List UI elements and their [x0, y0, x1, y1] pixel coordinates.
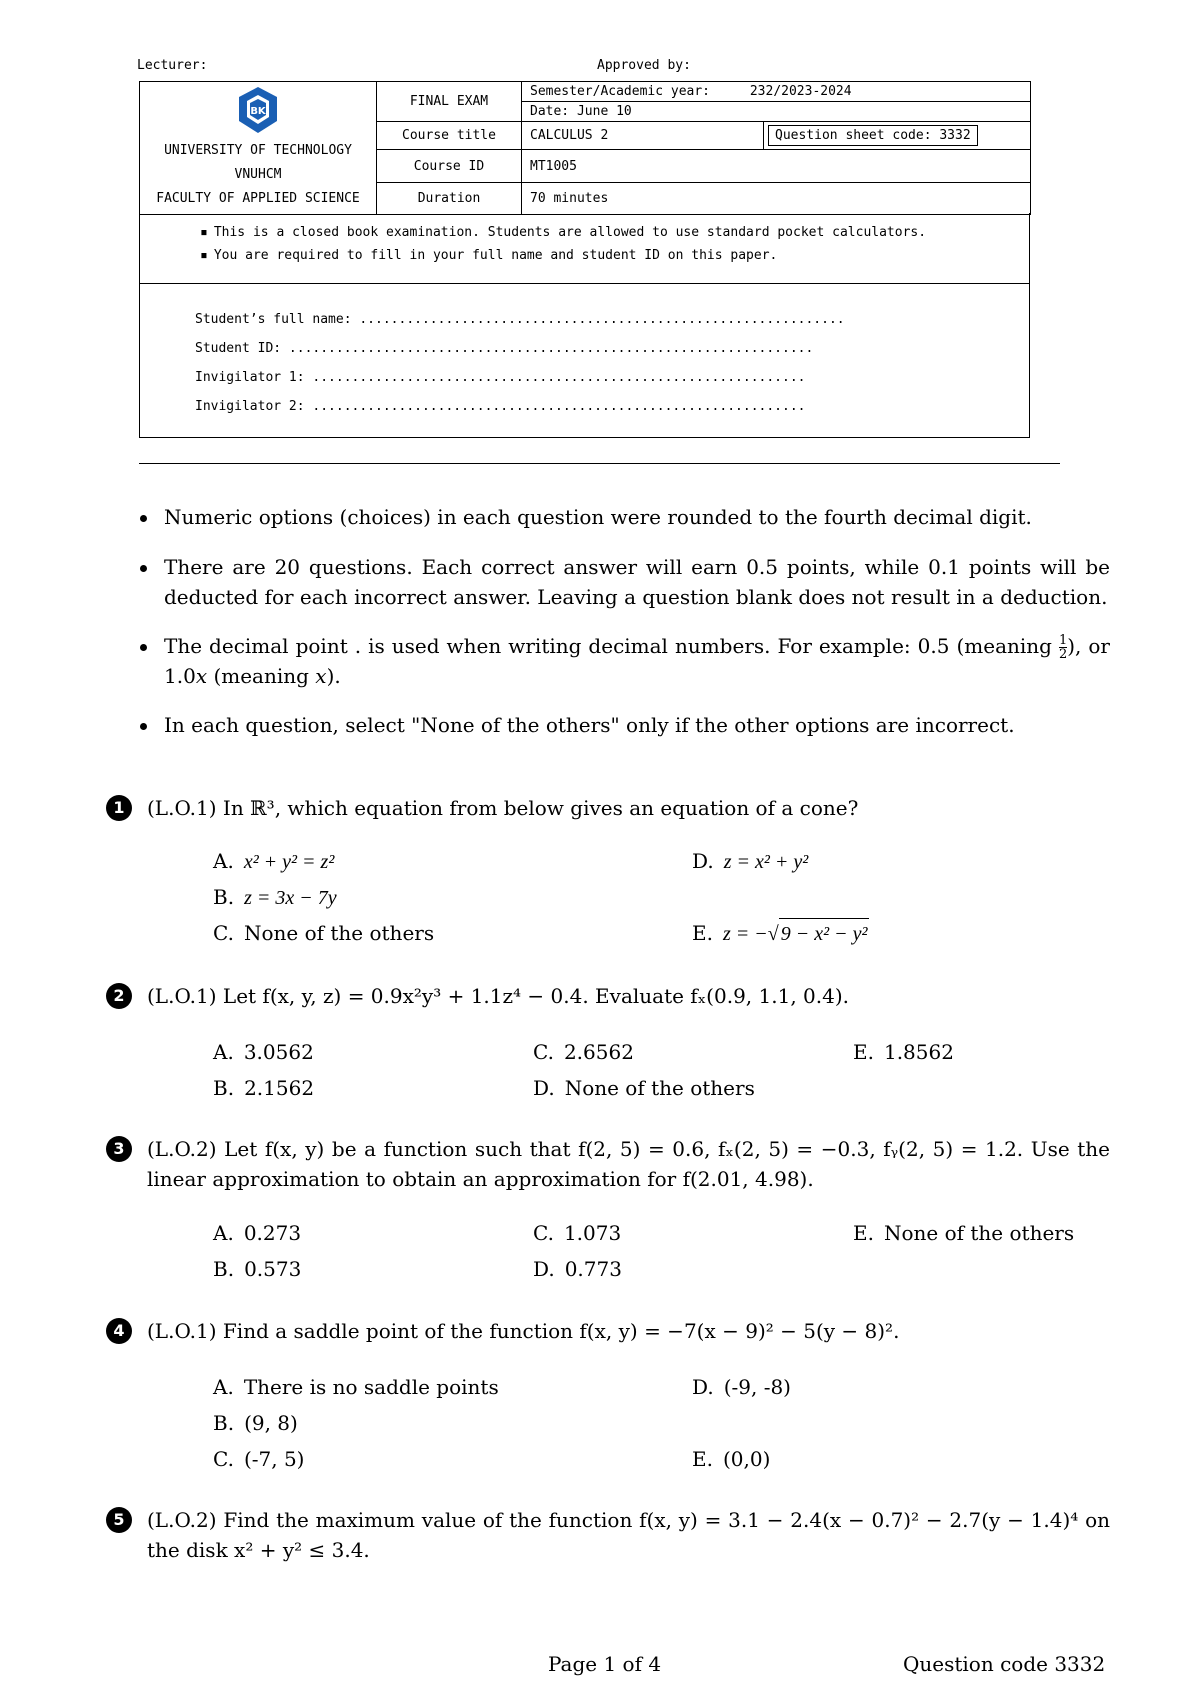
option-letter: D.: [692, 1375, 714, 1399]
option-letter: C.: [213, 921, 234, 945]
duration-value: 70 minutes: [522, 183, 1031, 215]
question-stem: Let f(x, y) be a function such that f(2, 5) = 0.6, fₓ(2, 5) = −0.3, fᵧ(2, 5) = 1.2. Use the linear approximation to obtain an approximation for f(2.01, 4.98).: [147, 1137, 1110, 1191]
option-text: 3.0562: [243, 1040, 314, 1064]
question-sheet-code: Question sheet code: 3332: [768, 125, 978, 146]
instruction-item: [140, 631, 1110, 691]
bullet-icon: [140, 565, 147, 572]
notice-item: ▪ You are required to fill in your full name and student ID on this paper.: [200, 248, 1029, 263]
option-text: (0,0): [722, 1447, 771, 1471]
question-1-text: [147, 793, 1110, 823]
horizontal-divider: [139, 463, 1060, 464]
option-letter: E.: [853, 1221, 874, 1245]
duration-label: Duration: [377, 183, 522, 215]
sheet-code-cell: [764, 122, 1031, 150]
option-a[interactable]: [213, 846, 334, 877]
sqrt-icon: √: [767, 923, 779, 945]
faculty-name: FACULTY OF APPLIED SCIENCE: [156, 191, 360, 206]
lecturer-label: Lecturer:: [137, 58, 208, 73]
variable-x: x: [195, 664, 208, 688]
variable-x: x: [315, 664, 327, 688]
university-cell: [140, 82, 377, 215]
question-stem: Find a saddle point of the function f(x, y) = −7(x − 9)² − 5(y − 8)².: [222, 1319, 900, 1343]
option-letter: A.: [213, 1221, 234, 1245]
exam-notices: [139, 213, 1030, 284]
option-letter: E.: [853, 1040, 874, 1064]
option-text: There is no saddle points: [243, 1375, 499, 1399]
option-letter: B.: [213, 1411, 235, 1435]
instruction-text: [164, 631, 1110, 691]
option-c[interactable]: [533, 1037, 634, 1067]
option-e[interactable]: [692, 918, 869, 949]
option-a[interactable]: [213, 1037, 314, 1067]
exam-type: FINAL EXAM: [377, 82, 522, 122]
page-number: Page 1 of 4: [548, 1652, 662, 1676]
exam-header-table: [139, 81, 1031, 215]
option-letter: A.: [213, 849, 234, 873]
option-b[interactable]: [213, 1408, 298, 1438]
option-text: (-7, 5): [243, 1447, 305, 1471]
question-number-badge: 5: [106, 1507, 132, 1533]
question-stem: Let f(x, y, z) = 0.9x²y³ + 1.1z⁴ − 0.4. Evaluate fₓ(0.9, 1.1, 0.4).: [222, 984, 849, 1008]
option-e[interactable]: [853, 1037, 954, 1067]
option-letter: A.: [213, 1375, 234, 1399]
option-text: 2.1562: [244, 1076, 315, 1100]
course-id-value: MT1005: [522, 150, 1031, 183]
fraction-numerator: 1: [1058, 633, 1068, 648]
question-code-footer: Question code 3332: [903, 1652, 1106, 1676]
instruction-text: Numeric options (choices) in each question were rounded to the fourth decimal digit.: [164, 505, 1032, 529]
student-info-box: [139, 283, 1030, 438]
course-id-label: Course ID: [377, 150, 522, 183]
option-text: 0.773: [564, 1257, 622, 1281]
invigilator-1-field[interactable]: Invigilator 1: ...............................................................: [195, 370, 806, 385]
option-c[interactable]: [213, 918, 434, 948]
question-number-badge: 2: [106, 983, 132, 1009]
option-letter: A.: [213, 1040, 234, 1064]
option-text: x² + y² = z²: [243, 851, 335, 873]
option-letter: D.: [533, 1257, 555, 1281]
question-number-badge: 3: [106, 1136, 132, 1162]
option-e[interactable]: [692, 1444, 770, 1474]
instruction-text: In each question, select "None of the others" only if the other options are incorrect.: [164, 713, 1015, 737]
option-letter: D.: [692, 849, 714, 873]
option-d[interactable]: [533, 1073, 755, 1103]
option-b[interactable]: [213, 1073, 314, 1103]
option-letter: D.: [533, 1076, 555, 1100]
question-2-text: [147, 981, 1110, 1011]
option-text: 0.573: [244, 1257, 302, 1281]
university-logo-icon: [229, 85, 287, 135]
instruction-item: [140, 710, 1110, 740]
fraction-denominator: 2: [1058, 647, 1068, 662]
option-d[interactable]: [692, 846, 808, 877]
semester-value: 232/2023-2024: [749, 84, 852, 99]
question-stem: In ℝ³, which equation from below gives an equation of a cone?: [222, 796, 859, 820]
option-e[interactable]: [853, 1218, 1074, 1248]
question-5-text: [147, 1505, 1110, 1565]
instruction-fragment: ).: [326, 664, 341, 688]
student-id-field[interactable]: Student ID: ...................................................................: [195, 341, 814, 356]
question-number-badge: 1: [106, 795, 132, 821]
question-number-badge: 4: [106, 1318, 132, 1344]
question-4-text: [147, 1316, 1110, 1346]
instruction-fragment: ), or 1.0: [164, 634, 1110, 688]
option-letter: B.: [213, 885, 235, 909]
option-text: z = 3x − 7y: [244, 887, 337, 909]
bullet-icon: [140, 515, 147, 522]
learning-outcome: (L.O.2): [147, 1508, 217, 1532]
instruction-item: [140, 552, 1110, 612]
instruction-fragment: The decimal point . is used when writing decimal numbers. For example: 0.5 (meaning: [164, 634, 1059, 658]
exam-date: Date: June 10: [522, 102, 1031, 122]
fraction-half: [1059, 634, 1067, 661]
instruction-fragment: (meaning: [207, 664, 316, 688]
option-letter: C.: [533, 1221, 554, 1245]
option-text: (9, 8): [244, 1411, 298, 1435]
option-c[interactable]: [213, 1444, 304, 1474]
option-a[interactable]: [213, 1372, 499, 1402]
option-d[interactable]: [692, 1372, 791, 1402]
option-text: 1.073: [563, 1221, 622, 1245]
university-name: UNIVERSITY OF TECHNOLOGY: [164, 143, 352, 158]
option-b[interactable]: [213, 882, 337, 913]
semester-label: Semester/Academic year:: [530, 84, 711, 99]
student-name-field[interactable]: Student’s full name: ..............................................................: [195, 312, 845, 327]
option-letter: B.: [213, 1257, 235, 1281]
option-letter: E.: [692, 1447, 713, 1471]
course-title-label: Course title: [377, 122, 522, 150]
option-letter: E.: [692, 921, 713, 945]
approved-by-label: Approved by:: [597, 58, 691, 73]
option-text: 1.8562: [883, 1040, 954, 1064]
option-text: (-9, -8): [723, 1375, 791, 1399]
instruction-text: There are 20 questions. Each correct answer will earn 0.5 points, while 0.1 points will be deducted for each incorrect answer. Leaving a question blank does not result in a deduction.: [164, 555, 1110, 609]
bullet-icon: [140, 723, 147, 730]
invigilator-2-field[interactable]: Invigilator 2: ...............................................................: [195, 399, 806, 414]
vnuhcm-label: VNUHCM: [234, 167, 282, 182]
option-text: 2.6562: [563, 1040, 634, 1064]
bullet-icon: [140, 644, 147, 651]
course-title-value: CALCULUS 2: [522, 122, 764, 150]
option-text: None of the others: [883, 1221, 1075, 1245]
option-text: None of the others: [564, 1076, 755, 1100]
question-3-text: [147, 1134, 1110, 1194]
option-text: z = x² + y²: [723, 851, 809, 873]
option-c[interactable]: [533, 1218, 621, 1248]
option-letter: C.: [533, 1040, 554, 1064]
option-a[interactable]: [213, 1218, 301, 1248]
learning-outcome: (L.O.1): [147, 1319, 217, 1343]
option-d[interactable]: [533, 1254, 622, 1284]
logo-text: BK: [250, 106, 266, 117]
option-text: z = −: [722, 923, 768, 945]
learning-outcome: (L.O.1): [147, 796, 217, 820]
option-b[interactable]: [213, 1254, 301, 1284]
option-text: 0.273: [243, 1221, 302, 1245]
question-stem: Find the maximum value of the function f(x, y) = 3.1 − 2.4(x − 0.7)² − 2.7(y − 1.4)⁴ on the disk x² + y² ≤ 3.4.: [147, 1508, 1110, 1562]
option-text: None of the others: [243, 921, 435, 945]
instruction-item: [140, 502, 1110, 532]
semester-cell: [522, 82, 1031, 102]
option-letter: C.: [213, 1447, 234, 1471]
learning-outcome: (L.O.2): [147, 1137, 217, 1161]
option-letter: B.: [213, 1076, 235, 1100]
learning-outcome: (L.O.1): [147, 984, 217, 1008]
notice-item: ▪ This is a closed book examination. Students are allowed to use standard pocket calculators.: [200, 225, 1029, 240]
sqrt-radicand: 9 − x² − y²: [779, 918, 870, 949]
